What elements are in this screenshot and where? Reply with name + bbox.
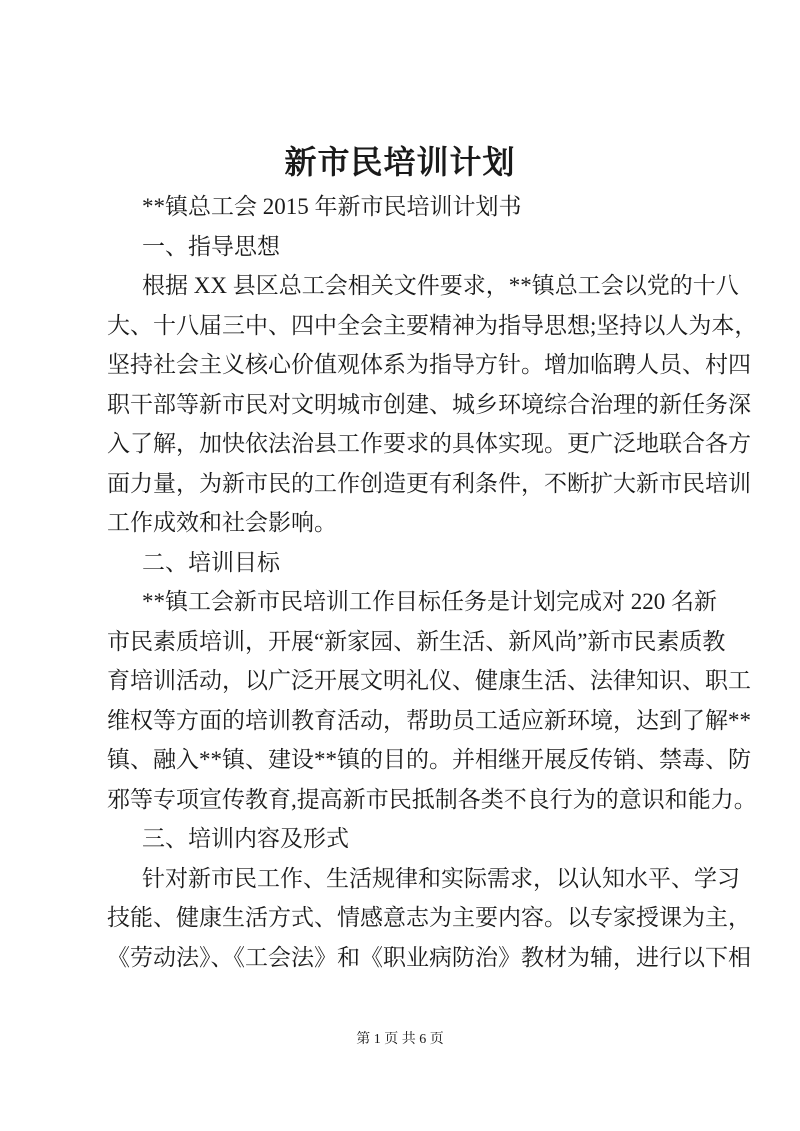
section-heading [107,819,713,859]
text-line: 针对新市民工作、生活规律和实际需求，以认知水平、学习 [142,865,740,891]
text-line: 坚持社会主义核心价值观体系为指导方针。增加临聘人员、村四 [107,352,751,377]
text-line: 维权等方面的培训教育活动，帮助员工适应新环境，达到了解** [107,707,751,733]
text-line: 市民素质培训，开展“新家园、新生活、新风尚”新市民素质教 [107,628,726,654]
text-line: 技能、健康生活方式、情感意志为主要内容。以专家授课为主， [107,905,751,930]
paragraph [107,859,751,978]
text-line: 面力量，为新市民的工作创造更有利条件，不断扩大新市民培训 [107,470,751,496]
text-line: **镇总工会 2015 年新市民培训计划书 [142,194,522,219]
section-heading [107,187,713,227]
section-heading [107,227,713,267]
text-line: 三、培训内容及形式 [142,826,349,851]
text-line: 邪等专项宣传教育,提高新市民抵制各类不良行为的意识和能力。 [107,786,757,812]
text-line: 《劳动法》、《工会法》和《职业病防治》教材为辅，进行以下相 [107,944,751,970]
paragraph [107,266,758,543]
text-line: 职干部等新市民对文明城市创建、城乡环境综合治理的新任务深 [107,391,751,417]
document-body [107,187,758,977]
document-title: 新市民培训计划 [284,144,516,180]
text-line: 育培训活动，以广泛开展文明礼仪、健康生活、法律知识、职工 [107,668,751,693]
section-heading [107,543,713,583]
text-line: 大、十八届三中、四中全会主要精神为指导思想;坚持以人为本， [107,312,758,338]
text-line: 一、指导思想 [142,233,280,259]
text-line: 入了解，加快依法治县工作要求的具体实现。更广泛地联合各方 [107,431,751,456]
text-line: 二、培训目标 [142,549,280,575]
text-line: 工作成效和社会影响。 [107,510,337,535]
paragraph [107,582,757,819]
text-line: 根据 XX 县区总工会相关文件要求，**镇总工会以党的十八 [142,273,739,298]
page-footer: 第 1 页 共 6 页 [356,1032,444,1047]
text-line: 镇、融入**镇、建设**镇的目的。并相继开展反传销、禁毒、防 [107,747,751,772]
text-line: **镇工会新市民培训工作目标任务是计划完成对 220 名新 [142,589,717,614]
